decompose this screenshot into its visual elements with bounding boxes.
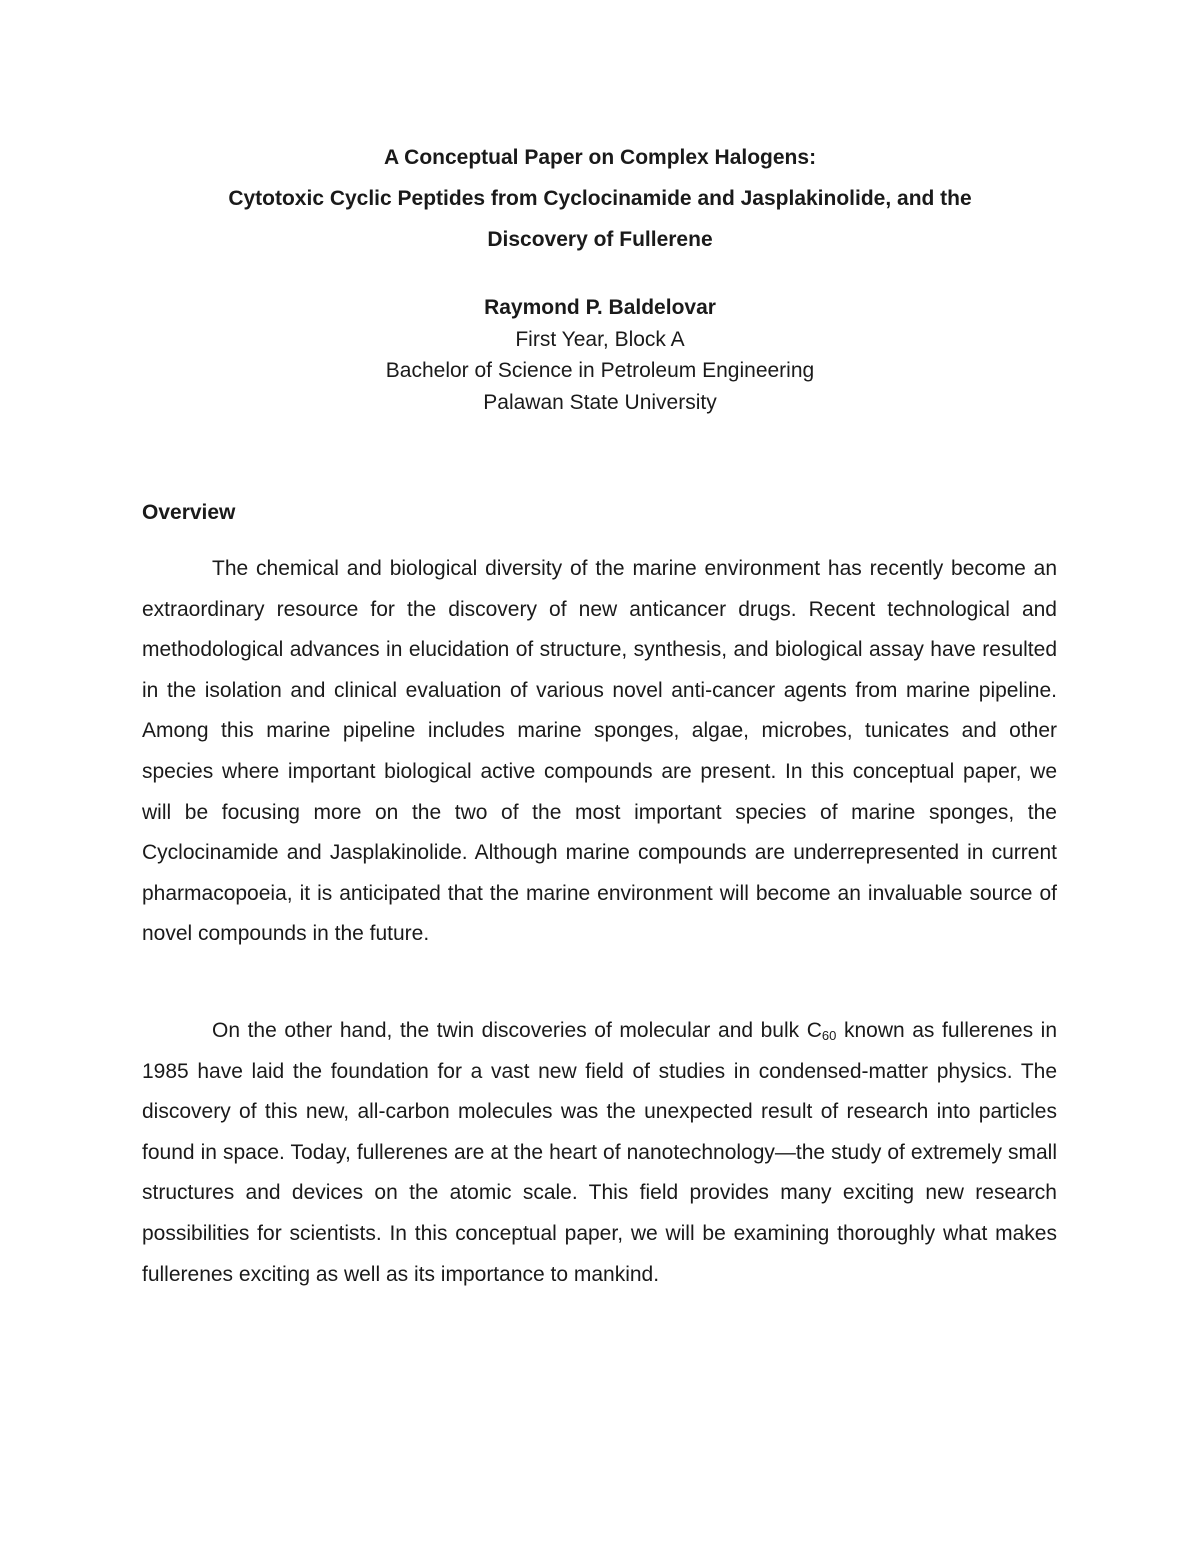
title-line-2: Cytotoxic Cyclic Peptides from Cyclocinamide and Jasplakinolide, and the	[228, 187, 972, 210]
author-university: Palawan State University	[483, 390, 717, 414]
paragraph-2-rest: known as fullerenes in 1985 have laid the foundation for a vast new field of studies in condensed-matter physics. The discovery of this new, all-carbon molecules was the unexpected result of research into particles found in space. Today, fullerenes are at the heart of nanotechnology—the study of extremely small structures and devices on the atomic scale. This field provides many exciting new research possibilities for scientists. In this conceptual paper, we will be examining thoroughly what makes fullerenes exciting as well as its importance to mankind.	[142, 1019, 1057, 1286]
overview-paragraph-1: The chemical and biological diversity of the marine environment has recently become an extraordinary resource for the discovery of new anticancer drugs. Recent technological and methodological advances in elucidation of structure, synthesis, and biological assay have resulted in the isolation and clinical evaluation of various novel anti-cancer agents from marine pipeline. Among this marine pipeline includes marine sponges, algae, microbes, tunicates and other species where important biological active compounds are present. In this conceptual paper, we will be focusing more on the two of the most important species of marine sponges, the Cyclocinamide and Jasplakinolide. Although marine compounds are underrepresented in current pharmacopoeia, it is anticipated that the marine environment will become an invaluable source of novel compounds in the future.	[142, 557, 1057, 946]
c60-subscript: 60	[821, 1028, 837, 1043]
section-heading-overview: Overview	[142, 501, 236, 524]
author-program: Bachelor of Science in Petroleum Engineering	[385, 359, 815, 382]
author-year-block: First Year, Block A	[515, 327, 685, 351]
title-line-1: A Conceptual Paper on Complex Halogens:	[383, 146, 817, 169]
title-line-3: Discovery of Fullerene	[487, 228, 713, 251]
overview-paragraph-2	[142, 1011, 1057, 1295]
author-name: Raymond P. Baldelovar	[484, 296, 716, 319]
paragraph-2-start: On the other hand, the twin discoveries of molecular and bulk C	[212, 1019, 822, 1042]
author-info	[100, 292, 1100, 418]
paper-title	[100, 137, 1100, 260]
